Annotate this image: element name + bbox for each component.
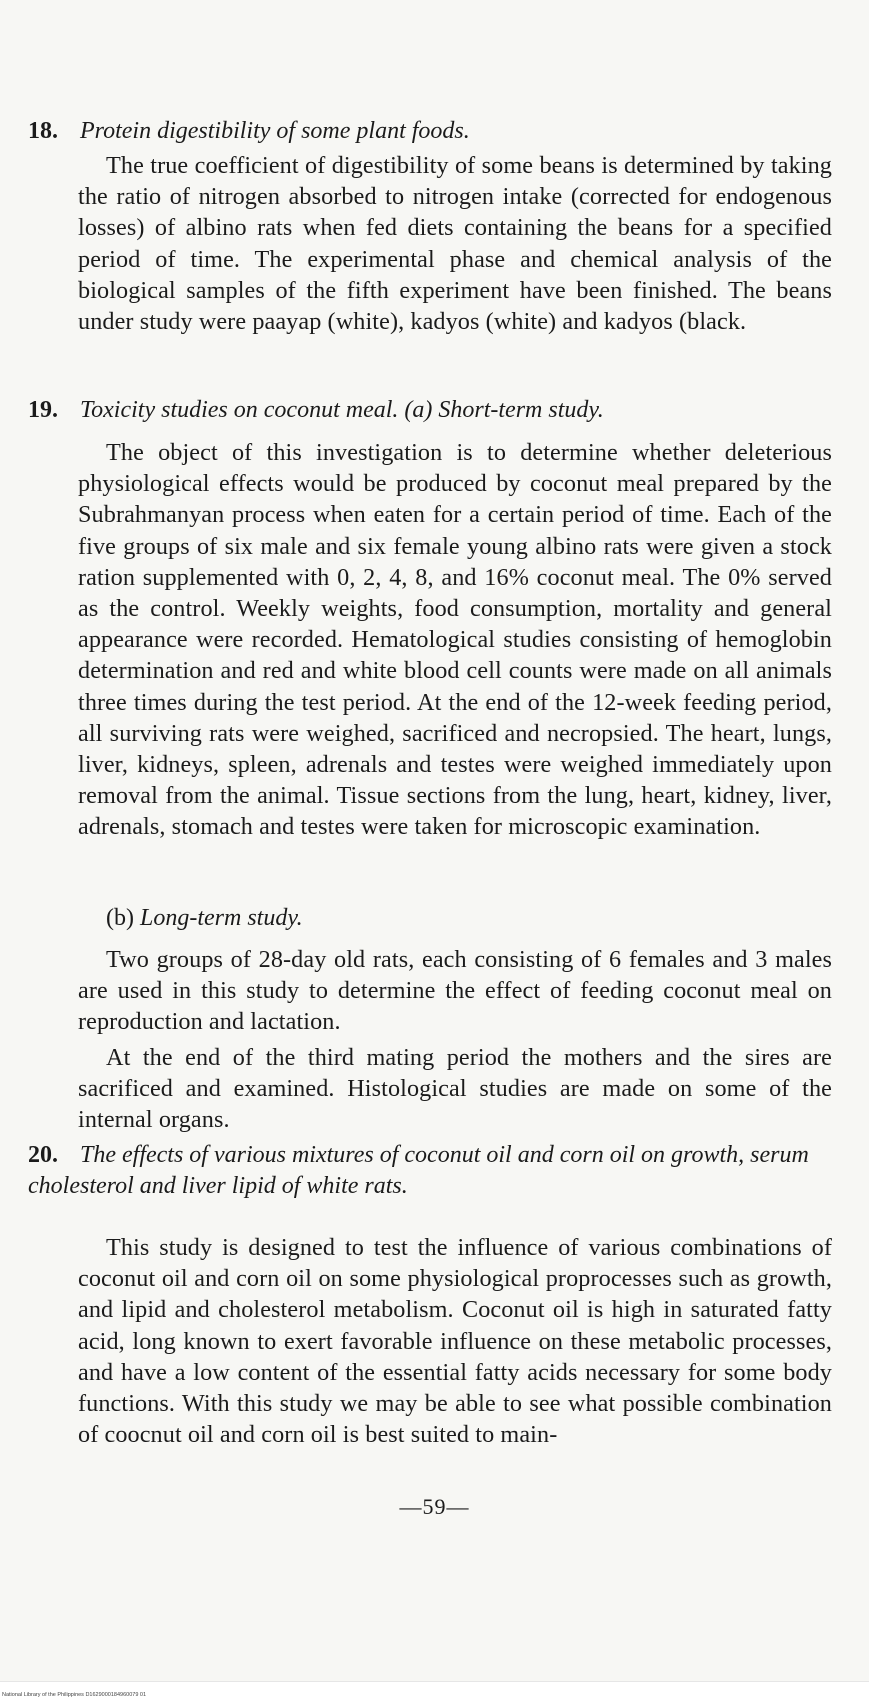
- section-18-paragraph: The true coefficient of digestibility of some beans is determined by taking the ratio of nitrogen absorbed to nitrogen intake (corrected for endogenous losses) of albino rats when fed diets containing the beans for a specified period of time. The experimental phase and chemical analysis of the biological samples of the fifth experiment have been finished. The beans under study were paayap (white), kadyos (white) and kadyos (black.: [78, 152, 832, 336]
- section-19-paragraph: The object of this investigation is to determine whether deleterious physiological effects would be produced by coconut meal prepared by the Subrahmanyan process when eaten for a certain period of time. Each of the five groups of six male and six female young albino rats were given a stock ration supplemented with 0, 2, 4, 8, and 16% coconut meal. The 0% served as the control. Weekly weights, food consumption, mortality and general appearance were recorded. Hematological studies consisting of hemoglobin determination and red and white blood cell counts were made on all animals three times during the test period. At the end of the 12-week feeding period, all surviving rats were weighed, sacrificed and necropsied. The heart, lungs, liver, kidneys, spleen, adrenals and testes were weighed immediately upon removal from the animal. Tissue sections from the lung, heart, kidney, liver, adrenals, stomach and testes were taken for microscopic examination.: [78, 439, 832, 841]
- section-title: Toxicity studies on coconut meal. (a) Short-term study.: [80, 397, 604, 423]
- page-number: —59—: [399, 1494, 470, 1519]
- subsection-paragraph-1: Two groups of 28-day old rats, each consisting of 6 females and 3 males are used in this study to determine the effect of feeding coconut meal on reproduction and lactation.: [78, 946, 832, 1036]
- section-20-paragraph: This study is designed to test the influence of various combinations of coconut oil and corn oil on some physiological proprocesses such as growth, and lipid and cholesterol metabolism. Coconut oil is high in saturated fatty acid, long known to exert favorable influence on these metabolic processes, and have a low content of the essential fatty acids necessary for some body functions. With this study we may be able to see what possible combination of coocnut oil and corn oil is best suited to main-: [78, 1234, 832, 1449]
- subsection-title: Long-term study.: [139, 905, 303, 931]
- subsection-heading: [106, 903, 303, 933]
- section-number: 18.: [28, 118, 58, 144]
- section-title: The effects of various mixtures of coconut oil and corn oil on growth, serum cholesterol and liver lipid of white rats.: [28, 1142, 809, 1199]
- section-number: 20.: [28, 1142, 58, 1168]
- footer-strip: [0, 1681, 869, 1704]
- section-19-heading: [28, 395, 604, 425]
- subsection-label: (b): [106, 905, 134, 931]
- section-18-heading: [28, 116, 470, 146]
- section-number: 19.: [28, 397, 58, 423]
- subsection-paragraph-2: At the end of the third mating period the mothers and the sires are sacrificed and examined. Histological studies are made on some of the internal organs.: [78, 1044, 832, 1134]
- section-title: Protein digestibility of some plant foods.: [80, 118, 470, 144]
- section-20-heading: [28, 1140, 838, 1202]
- footer-text: National Library of the Philippines D1629000184960079 01: [2, 1692, 147, 1698]
